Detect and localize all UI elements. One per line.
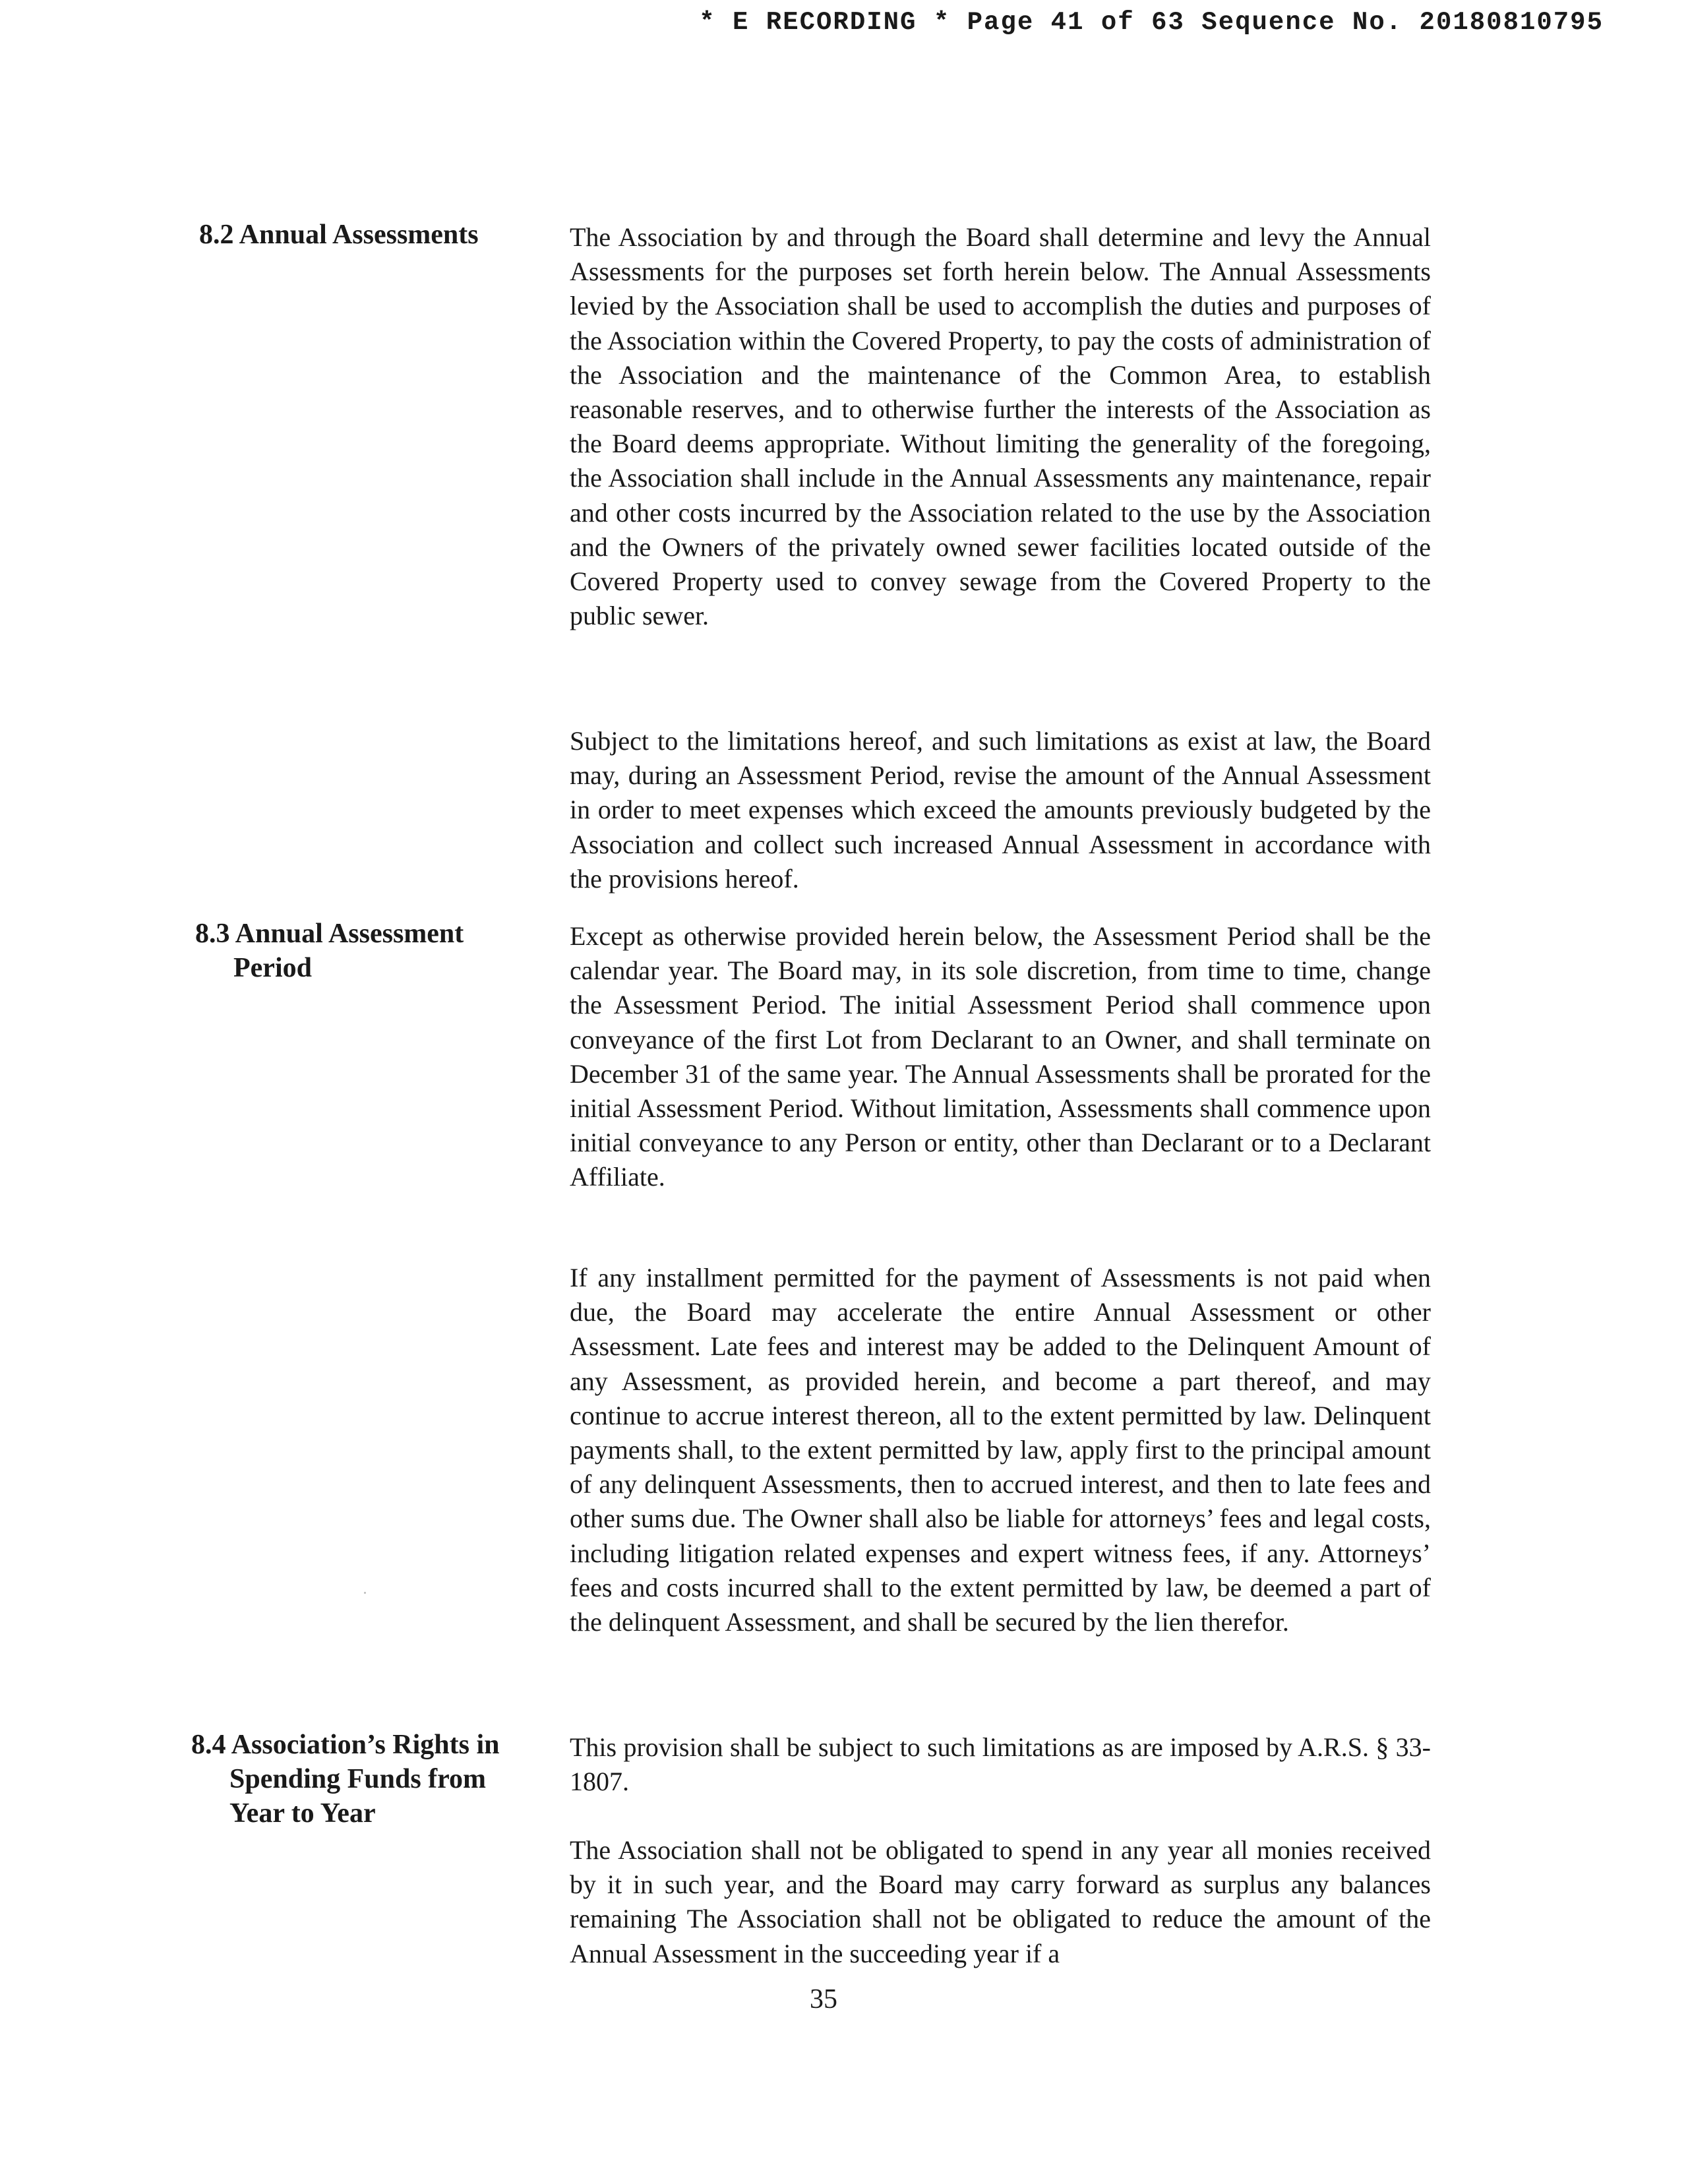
scan-speck xyxy=(364,1592,366,1594)
section-8-3-heading xyxy=(195,917,464,985)
section-8-4-paragraph-2: The Association shall not be obligated to spend in any year all monies received by it in such year, and the Board may carry forward as surplus any balances remaining The Association shall not be obligated to reduce the amount of the Annual Assessment in the succeeding year if a xyxy=(570,1835,1431,1968)
section-8-3-paragraph-1: Except as otherwise provided herein below, the Assessment Period shall be the calendar year. The Board may, in its sole discretion, from time to time, change the Assessment Period. The initial Assessment Period shall commence upon conveyance of the first Lot from Declarant to an Owner, and shall terminate on December 31 of the same year. The Annual Assessments shall be prorated for the initial Assessment Period. Without limitation, Assessments shall commence upon initial conveyance to any Person or entity, other than Declarant or to a Declarant Affiliate. xyxy=(570,921,1431,1192)
page-number: 35 xyxy=(810,1984,837,2015)
section-8-2-body xyxy=(570,220,1431,633)
section-8-2-paragraph-2: Subject to the limitations hereof, and such limitations as exist at law, the Board may, during an Assessment Period, revise the amount of the Annual Assessment in order to meet expenses which exceed the amounts previously budgeted by the Association and collect such increased Annual Assessment in accordance with the provisions hereof. xyxy=(570,726,1431,894)
section-8-4-paragraph-1: This provision shall be subject to such limitations as are imposed by A.R.S. § 33-1807. xyxy=(570,1732,1431,1797)
section-8-3-body xyxy=(570,919,1431,1195)
section-8-2-heading: 8.2 Annual Assessments xyxy=(199,220,479,250)
section-8-4-body xyxy=(570,1730,1431,1799)
section-8-4-heading xyxy=(191,1728,500,1831)
section-8-3-heading-line-2: Period xyxy=(233,953,312,983)
section-8-4-heading-line-3: Year to Year xyxy=(229,1798,376,1829)
section-8-2-paragraph-1: The Association by and through the Board shall determine and levy the Annual Assessments for the purposes set forth herein below. The Annual Assessments levied by the Association shall be used to accomplish the duties and purposes of the Association within the Covered Property, to pay the costs of administration of the Association and the maintenance of the Common Area, to establish reasonable reserves, and to otherwise further the interests of the Association as the Board deems appropriate. Without limiting the generality of the foregoing, the Association shall include in the Annual Assessments any maintenance, repair and other costs incurred by the Association related to the use by the Association and the Owners of the privately owned sewer facilities located outside of the Covered Property used to convey sewage from the Covered Property to the public sewer. xyxy=(570,222,1431,631)
section-8-2-body-continued xyxy=(570,724,1431,896)
section-8-4-heading-line-1: 8.4 Association’s Rights in xyxy=(191,1730,500,1760)
section-8-4-heading-line-2: Spending Funds from xyxy=(229,1764,487,1794)
section-8-4-body-continued xyxy=(570,1833,1431,1971)
section-8-3-heading-line-1: 8.3 Annual Assessment xyxy=(195,919,464,949)
section-8-3-body-continued xyxy=(570,1261,1431,1639)
section-8-3-paragraph-2: If any installment permitted for the payment of Assessments is not paid when due, the Board may accelerate the entire Annual Assessment or other Assessment. Late fees and interest may be added to the Delinquent Amount of any Assessment, as provided herein, and become a part thereof, and may continue to accrue interest thereon, all to the extent permitted by law. Delinquent payments shall, to the extent permitted by law, apply first to the principal amount of any delinquent Assessments, then to accrued interest, and then to late fees and other sums due. The Owner shall also be liable for attorneys’ fees and legal costs, including litigation related expenses and expert witness fees, if any. Attorneys’ fees and costs incurred shall to the extent permitted by law, be deemed a part of the delinquent Assessment, and shall be secured by the lien therefor. xyxy=(570,1263,1431,1637)
recording-header: * E RECORDING * Page 41 of 63 Sequence No. 20180810795 xyxy=(699,8,1604,37)
